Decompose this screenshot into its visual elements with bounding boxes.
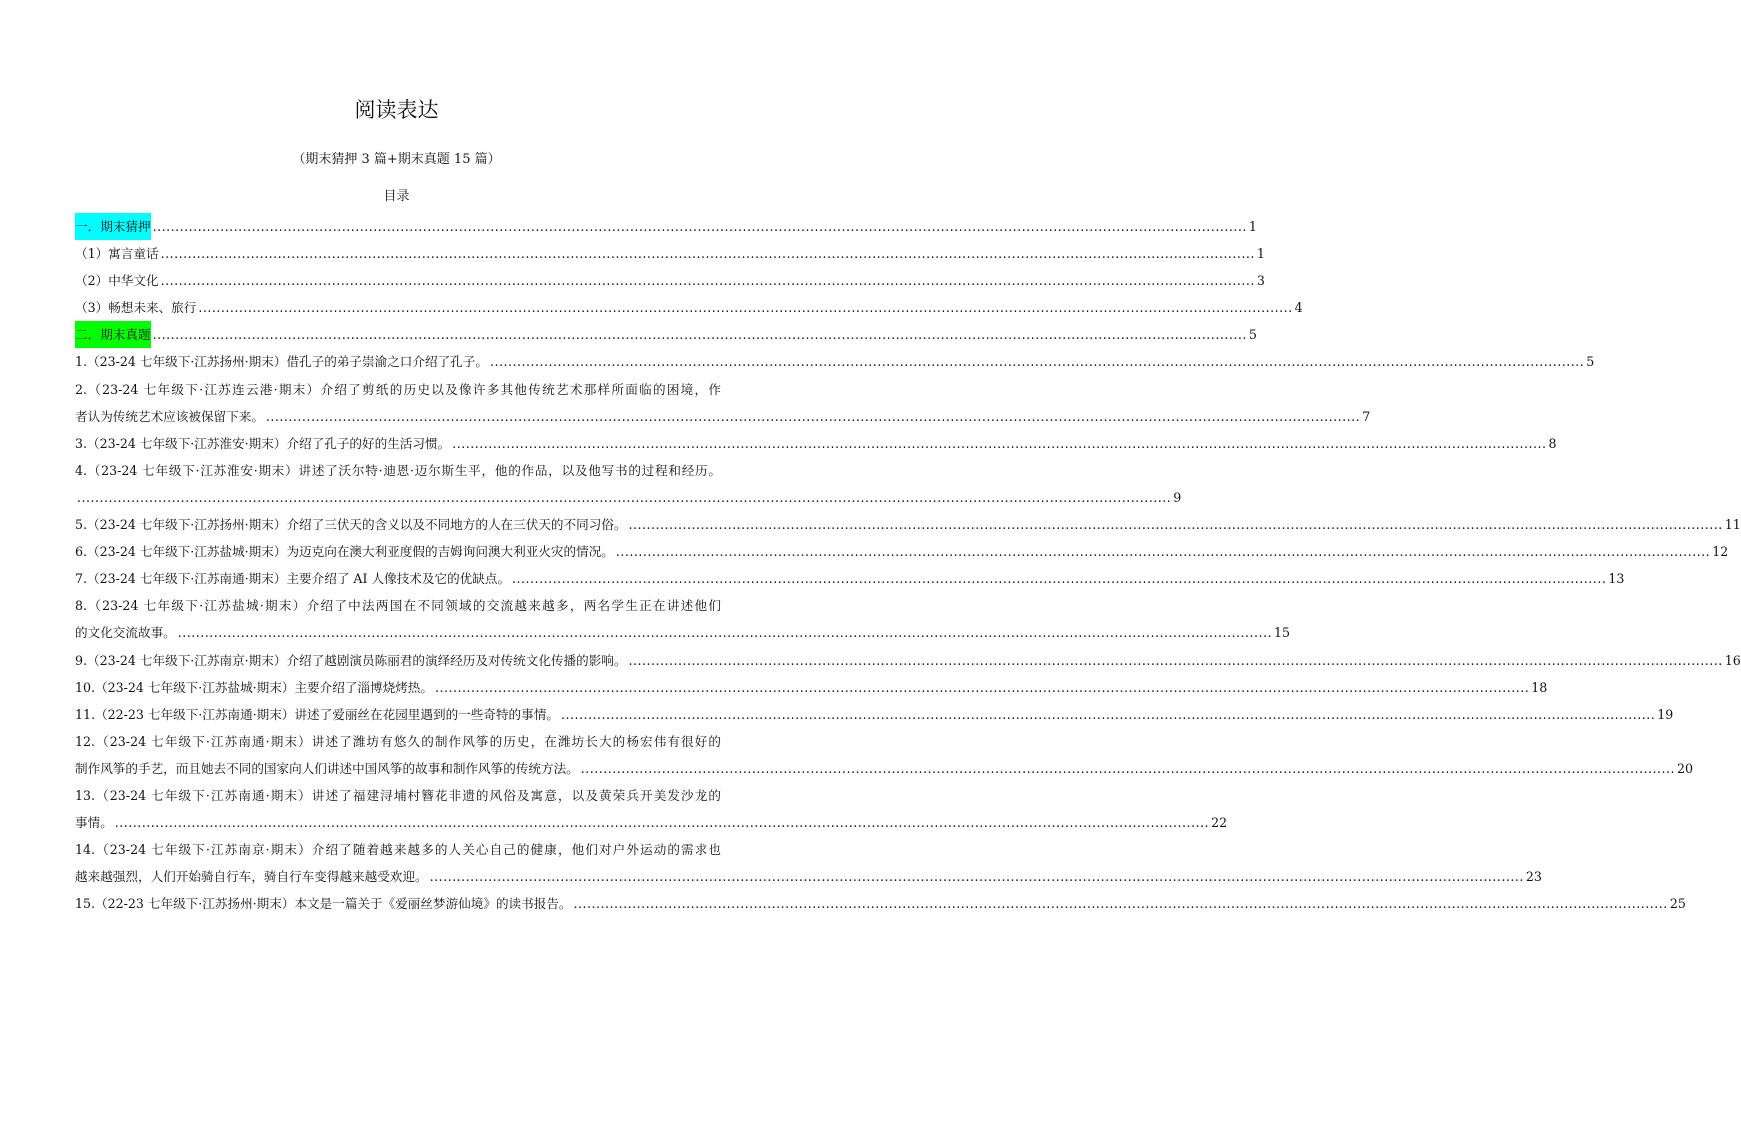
toc-entry-text: （2）中华文化 — [75, 273, 159, 289]
toc-leader-dots: ................................................................................................................................................................................................................................................... — [160, 246, 1255, 262]
toc-entry-text: 10.（23-24 七年级下·江苏盐城·期末）主要介绍了淄博烧烤热。 — [75, 679, 433, 695]
toc-entry[interactable] — [75, 430, 1557, 457]
toc-page-number: 25 — [1669, 896, 1686, 912]
toc-leader-dots: ................................................................................................................................................................................................................................................... — [573, 896, 1668, 912]
toc-leader-dots: ................................................................................................................................................................................................................................................... — [265, 408, 1361, 424]
toc-page-number: 9 — [1173, 489, 1182, 505]
toc-page-number: 23 — [1525, 869, 1542, 885]
toc-leader-dots: ................................................................................................................................................................................................................................................... — [489, 354, 1585, 370]
toc-entry-continuation: 者认为传统艺术应该被保留下来。 — [75, 408, 264, 424]
toc-entry[interactable] — [75, 457, 1182, 511]
toc-entry[interactable] — [75, 701, 1674, 728]
toc-page-number: 8 — [1548, 435, 1557, 451]
toc-entry[interactable] — [75, 592, 1291, 646]
toc-entry[interactable] — [75, 376, 1371, 430]
toc-entry[interactable] — [75, 240, 1265, 267]
toc-heading: 目录 — [383, 189, 410, 204]
toc-leader-dots: ................................................................................................................................................................................................................................................... — [152, 219, 1247, 234]
toc-leader-dots: ................................................................................................................................................................................................................................................... — [560, 706, 1656, 722]
toc-page-number: 19 — [1657, 706, 1674, 722]
toc-entry-continuation: 的文化交流故事。 — [75, 625, 176, 641]
toc-page-number: 22 — [1211, 815, 1228, 831]
toc-entry-text: 4.（23-24 七年级下·江苏淮安·期末）讲述了沃尔特·迪恩·迈尔斯生平，他的作品，以及他写书的过程和经历。 — [75, 462, 721, 478]
toc-entry-text: （3）畅想未来、旅行 — [75, 300, 197, 316]
toc-entry[interactable] — [75, 294, 1303, 321]
toc-leader-dots: ................................................................................................................................................................................................................................................... — [628, 652, 1723, 668]
toc-leader-dots: ................................................................................................................................................................................................................................................... — [452, 435, 1547, 451]
toc-leader-dots: ................................................................................................................................................................................................................................................... — [152, 327, 1247, 343]
toc-page-number: 18 — [1531, 679, 1548, 695]
toc-leader-dots: ................................................................................................................................................................................................................................................... — [429, 869, 1524, 885]
toc-entry-text: 13.（23-24 七年级下·江苏南通·期末）讲述了福建浔埔村簪花非遗的风俗及寓意，以及黄荣兵开美发沙龙的 — [75, 787, 721, 803]
toc-entry[interactable] — [75, 674, 1548, 701]
toc-page-number: 1 — [1256, 246, 1265, 262]
toc-leader-dots: ................................................................................................................................................................................................................................................... — [160, 273, 1255, 289]
toc-entry-text: 3.（23-24 七年级下·江苏淮安·期末）介绍了孔子的好的生活习惯。 — [75, 435, 451, 451]
toc-entry-text: 14.（23-24 七年级下·江苏南京·期末）介绍了随着越来越多的人关心自己的健康，他们对户外运动的需求也 — [75, 842, 721, 858]
toc-entry-text: 5.（23-24 七年级下·江苏扬州·期末）介绍了三伏天的含义以及不同地方的人在三伏天的不同习俗。 — [75, 517, 627, 533]
toc-page-number: 5 — [1248, 327, 1257, 343]
toc-leader-dots: ................................................................................................................................................................................................................................................... — [114, 815, 1210, 831]
toc-leader-dots: ................................................................................................................................................................................................................................................... — [177, 625, 1273, 641]
toc-page-number: 1 — [1248, 219, 1257, 234]
toc-leader-dots: ................................................................................................................................................................................................................................................... — [512, 571, 1607, 587]
toc-entry-continuation: 越来越强烈，人们开始骑自行车，骑自行车变得越来越受欢迎。 — [75, 869, 428, 885]
toc-page-number: 4 — [1294, 300, 1303, 316]
toc-page-number: 20 — [1677, 760, 1694, 776]
toc-entry-text: 2.（23-24 七年级下·江苏连云港·期末）介绍了剪纸的历史以及像许多其他传统艺术那样所面临的困境，作 — [75, 381, 721, 397]
toc-entry[interactable] — [75, 728, 1694, 782]
toc-entry[interactable] — [75, 511, 1741, 538]
toc-entry-text: 15.（22-23 七年级下·江苏扬州·期末）本文是一篇关于《爱丽丝梦游仙境》的读书报告。 — [75, 896, 572, 912]
toc-page-number: 15 — [1274, 625, 1291, 641]
toc-page-number: 11 — [1724, 517, 1741, 533]
toc-page-number: 7 — [1362, 408, 1371, 424]
document-title: 阅读表达 — [354, 98, 439, 122]
toc-leader-dots: ................................................................................................................................................................................................................................................... — [580, 760, 1676, 776]
toc-page-number: 5 — [1586, 354, 1595, 370]
toc-entry-text: 11.（22-23 七年级下·江苏南通·期末）讲述了爱丽丝在花园里遇到的一些奇特的事情。 — [75, 706, 559, 722]
toc-entry-text: 1.（23-24 七年级下·江苏扬州·期末）借孔子的弟子崇渝之口介绍了孔子。 — [75, 354, 488, 370]
toc-page-number: 12 — [1712, 544, 1729, 560]
toc-leader-dots: ................................................................................................................................................................................................................................................... — [615, 544, 1711, 560]
toc-leader-dots: ................................................................................................................................................................................................................................................... — [628, 517, 1723, 533]
toc-entry[interactable] — [75, 890, 1686, 917]
toc-entry-text: 二．期末真题 — [75, 321, 151, 348]
toc-entry[interactable] — [75, 213, 1257, 240]
toc-entry-text: （1）寓言童话 — [75, 246, 159, 262]
toc-entry[interactable] — [75, 267, 1265, 294]
toc-entry[interactable] — [75, 348, 1595, 375]
table-of-contents — [75, 213, 1741, 917]
toc-entry-text: 9.（23-24 七年级下·江苏南京·期末）介绍了越剧演员陈丽君的演绎经历及对传统文化传播的影响。 — [75, 652, 627, 668]
toc-entry[interactable] — [75, 836, 1542, 890]
toc-entry[interactable] — [75, 321, 1257, 348]
document-subtitle: （期末猜押 3 篇+期末真题 15 篇） — [292, 152, 501, 167]
toc-leader-dots: ................................................................................................................................................................................................................................................... — [77, 489, 1172, 505]
toc-page-number: 3 — [1256, 273, 1265, 289]
toc-entry-text: 7.（23-24 七年级下·江苏南通·期末）主要介绍了 AI 人像技术及它的优缺点。 — [75, 571, 511, 587]
toc-entry[interactable] — [75, 647, 1741, 674]
toc-entry[interactable] — [75, 565, 1625, 592]
toc-entry-text: 8.（23-24 七年级下·江苏盐城·期末）介绍了中法两国在不同领域的交流越来越多，两名学生正在讲述他们 — [75, 598, 721, 614]
toc-entry-text: 12.（23-24 七年级下·江苏南通·期末）讲述了潍坊有悠久的制作风筝的历史，在潍坊长大的杨宏伟有很好的 — [75, 733, 721, 749]
toc-entry-text: 一．期末猜押 — [75, 213, 151, 240]
toc-leader-dots: ................................................................................................................................................................................................................................................... — [435, 679, 1530, 695]
toc-leader-dots: ................................................................................................................................................................................................................................................... — [198, 300, 1293, 316]
toc-entry-continuation: 制作风筝的手艺，而且她去不同的国家向人们讲述中国风筝的故事和制作风筝的传统方法。 — [75, 760, 579, 776]
toc-entry-text: 6.（23-24 七年级下·江苏盐城·期末）为迈克向在澳大利亚度假的吉姆询问澳大利亚火灾的情况。 — [75, 544, 614, 560]
toc-entry[interactable] — [75, 538, 1729, 565]
toc-entry-continuation: 事情。 — [75, 815, 113, 831]
toc-page-number: 13 — [1608, 571, 1625, 587]
toc-entry[interactable] — [75, 782, 1228, 836]
toc-page-number: 16 — [1724, 652, 1741, 668]
